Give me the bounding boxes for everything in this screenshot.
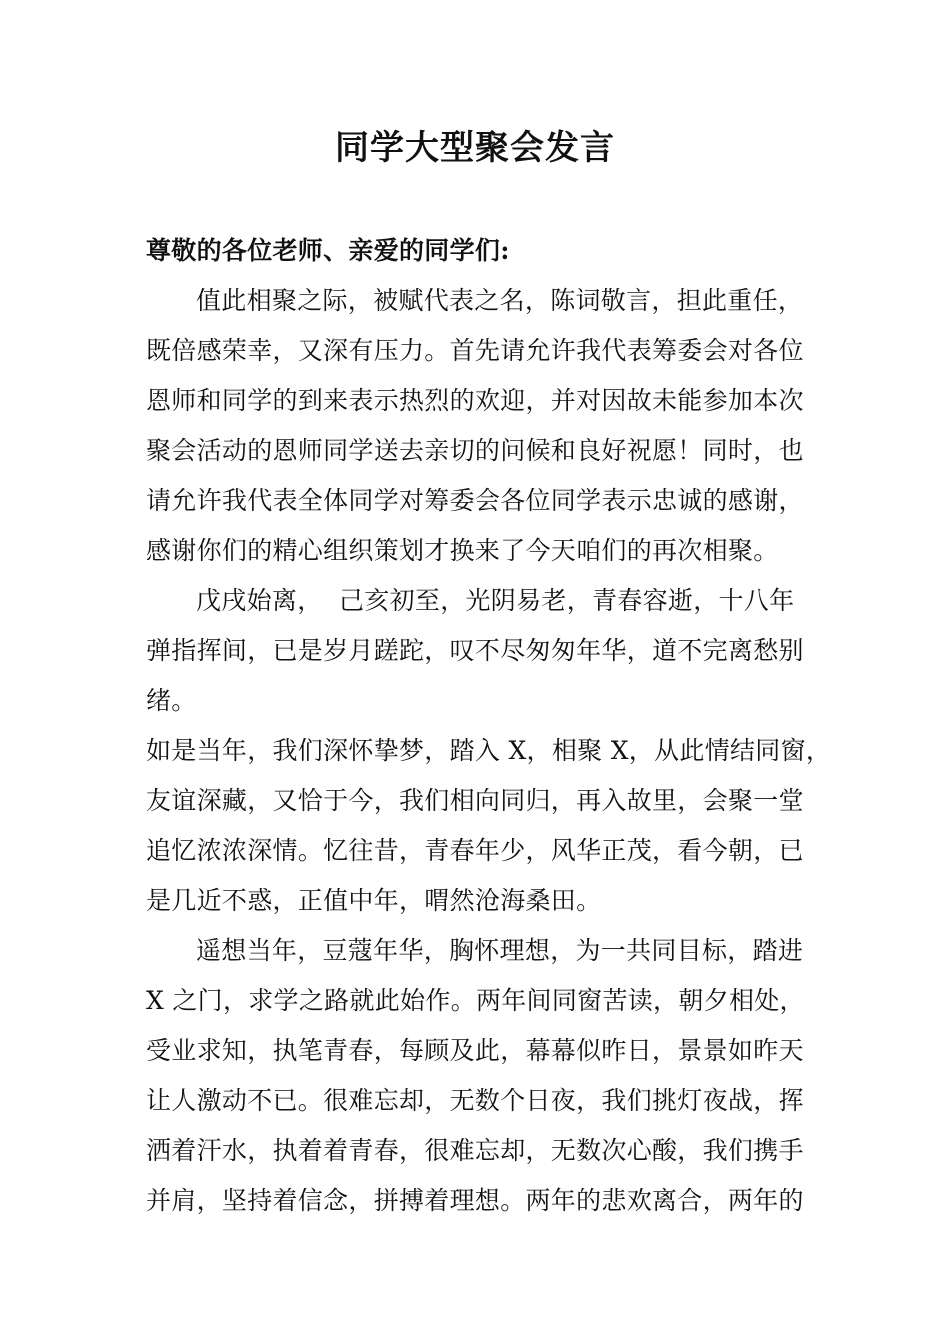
paragraph-line: 戊戌始离， 己亥初至，光阴易老，青春容逝，十八年 bbox=[196, 586, 795, 615]
paragraph-line: 弹指挥间，已是岁月蹉跎，叹不尽匆匆年华，道不完离愁别 bbox=[146, 636, 804, 665]
salutation: 尊敬的各位老师、亲爱的同学们: bbox=[146, 236, 510, 265]
paragraph-line: 绪。 bbox=[146, 686, 197, 715]
paragraph-line: 遥想当年，豆蔻年华，胸怀理想，为一共同目标，踏进 bbox=[196, 936, 804, 965]
paragraph-line: X 之门，求学之路就此始作。两年间同窗苦读，朝夕相处， bbox=[146, 986, 805, 1015]
paragraph-line: 恩师和同学的到来表示热烈的欢迎，并对因故未能参加本次 bbox=[146, 386, 804, 415]
paragraph-line: 受业求知，执笔青春，每顾及此，幕幕似昨日，景景如昨天 bbox=[146, 1036, 804, 1065]
paragraph-line: 是几近不惑，正值中年，喟然沧海桑田。 bbox=[146, 886, 602, 915]
paragraph-line: 如是当年，我们深怀挚梦，踏入 X，相聚 X，从此情结同窗， bbox=[146, 736, 832, 765]
document-title: 同学大型聚会发言 bbox=[335, 128, 615, 168]
paragraph-line: 友谊深藏，又恰于今，我们相向同归，再入故里，会聚一堂 bbox=[146, 786, 804, 815]
paragraph-line: 追忆浓浓深情。忆往昔，青春年少，风华正茂，看今朝，已 bbox=[146, 836, 804, 865]
paragraph-line: 感谢你们的精心组织策划才换来了今天咱们的再次相聚。 bbox=[146, 536, 779, 565]
paragraph-line: 请允许我代表全体同学对筹委会各位同学表示忠诚的感谢， bbox=[146, 486, 804, 515]
paragraph-line: 既倍感荣幸，又深有压力。首先请允许我代表筹委会对各位 bbox=[146, 336, 804, 365]
paragraph-line: 值此相聚之际，被赋代表之名，陈词敬言，担此重任， bbox=[196, 286, 804, 315]
paragraph-line: 并肩，坚持着信念，拼搏着理想。两年的悲欢离合，两年的 bbox=[146, 1186, 804, 1215]
paragraph-line: 让人激动不已。很难忘却，无数个日夜，我们挑灯夜战，挥 bbox=[146, 1086, 804, 1115]
paragraph-line: 聚会活动的恩师同学送去亲切的问候和良好祝愿！同时，也 bbox=[146, 436, 804, 465]
paragraph-line: 洒着汗水，执着着青春，很难忘却，无数次心酸，我们携手 bbox=[146, 1136, 804, 1165]
